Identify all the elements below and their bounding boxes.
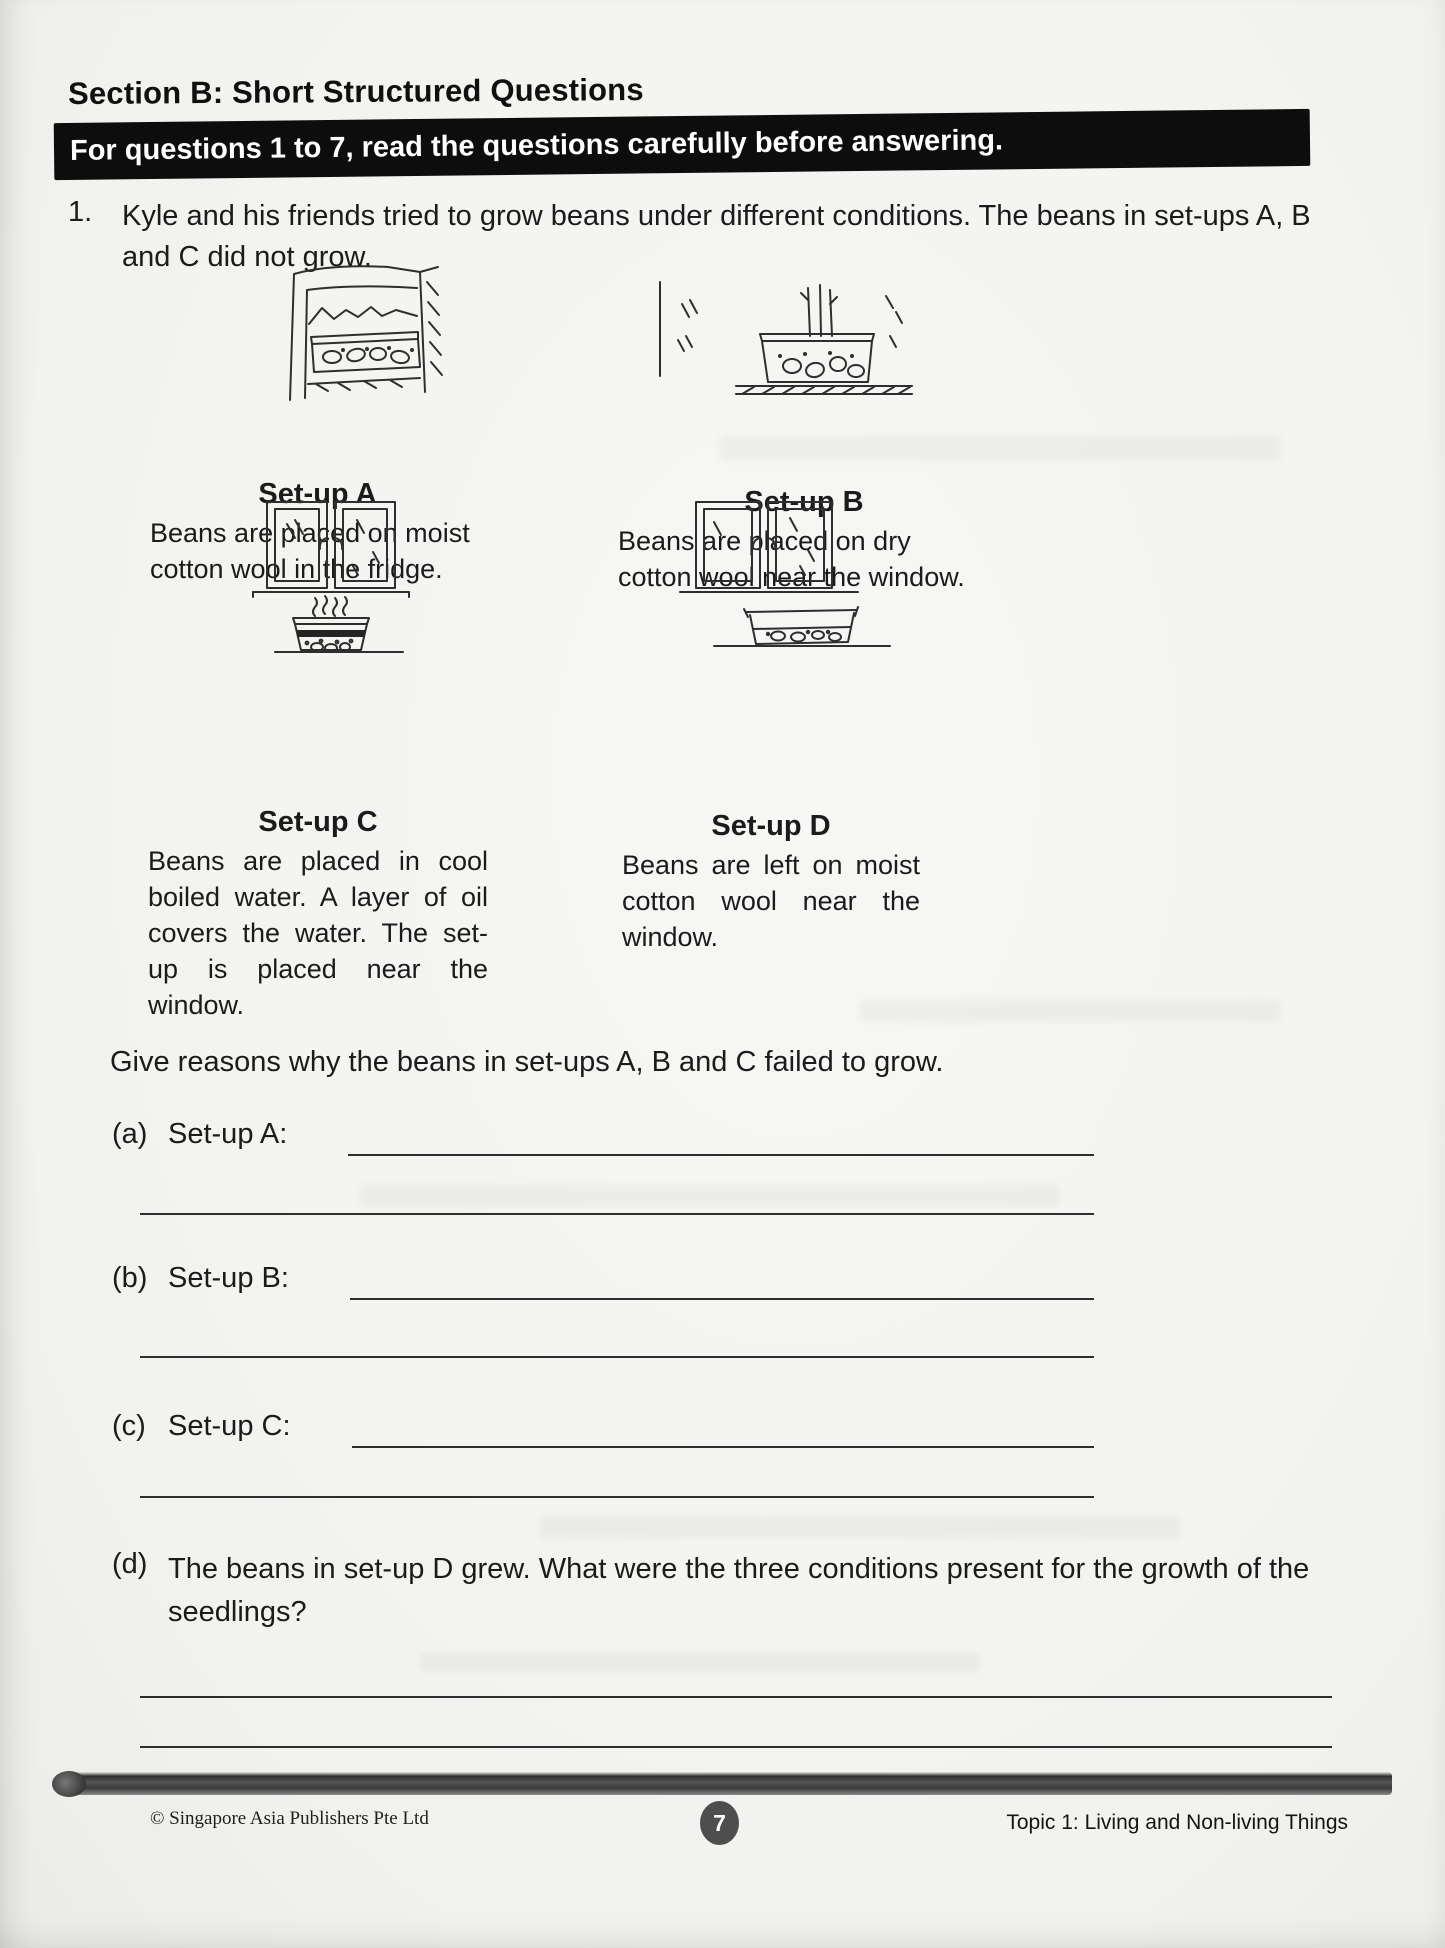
setup-c-caption [148,806,488,1023]
instruction-banner: For questions 1 to 7, read the questions carefully before answering. [54,109,1311,180]
footer-rule [58,1772,1392,1795]
answer-line [140,1468,1094,1498]
setup-b-illustration [640,278,928,400]
page-number-badge: 7 [700,1801,739,1845]
setup-a-label: Set-up A [258,478,377,510]
setup-d-label: Set-up D [711,810,831,842]
fridge-icon [268,260,463,402]
setup-c-description: Beans are placed in cool boiled water. A layer of oil covers the water. The set-up is placed near the window. [148,846,488,1020]
part-b-prompt: Set-up B: [168,1262,289,1294]
setup-a-illustration [268,260,463,402]
part-c-label: (c) [112,1410,146,1442]
setup-a-description: Beans are placed on moist cotton wool in the fridge. [150,518,470,584]
setup-b-description: Beans are placed on dry cotton wool near the window. [618,526,965,592]
part-a-prompt: Set-up A: [168,1118,288,1150]
section-title: Section B: Short Structured Questions [67,71,644,112]
footer-rule-end-cap [52,1771,86,1797]
setup-d-description: Beans are left on moist cotton wool near the window. [622,850,920,952]
window-and-dish-icon [650,496,902,654]
question-intro: Kyle and his friends tried to grow beans under different conditions. The beans in set-ups A, B and C did not grow. [122,200,1311,273]
question-instruction: Give reasons why the beans in set-ups A, B and C failed to grow. [110,1046,944,1078]
pot-near-window-icon [640,278,928,400]
answer-line [140,1328,1094,1358]
part-a-label: (a) [112,1118,148,1150]
window-and-cup-icon [235,496,447,654]
part-d-label: (d) [112,1548,148,1580]
setup-c-illustration [235,496,447,654]
question-number: 1. [68,196,93,228]
bleed-through-artifact [720,436,1280,460]
answer-line [140,1718,1332,1748]
setup-d-illustration [650,496,902,654]
answer-line [140,1185,1094,1215]
bleed-through-artifact [540,1516,1180,1538]
copyright-text: © Singapore Asia Publishers Pte Ltd [150,1808,429,1829]
setup-b-label: Set-up B [744,486,864,518]
part-c-prompt: Set-up C: [168,1410,291,1442]
answer-line [348,1126,1094,1156]
bleed-through-artifact [860,1000,1280,1022]
topic-footer-text: Topic 1: Living and Non-living Things [1006,1811,1348,1834]
setup-c-label: Set-up C [258,806,378,838]
setup-d-caption [622,810,920,955]
part-b-label: (b) [112,1262,148,1294]
answer-line [140,1668,1332,1698]
answer-line [350,1270,1094,1300]
part-d-prompt: The beans in set-up D grew. What were the three conditions present for the growth of the seedlings? [168,1553,1310,1628]
answer-line [352,1418,1094,1448]
